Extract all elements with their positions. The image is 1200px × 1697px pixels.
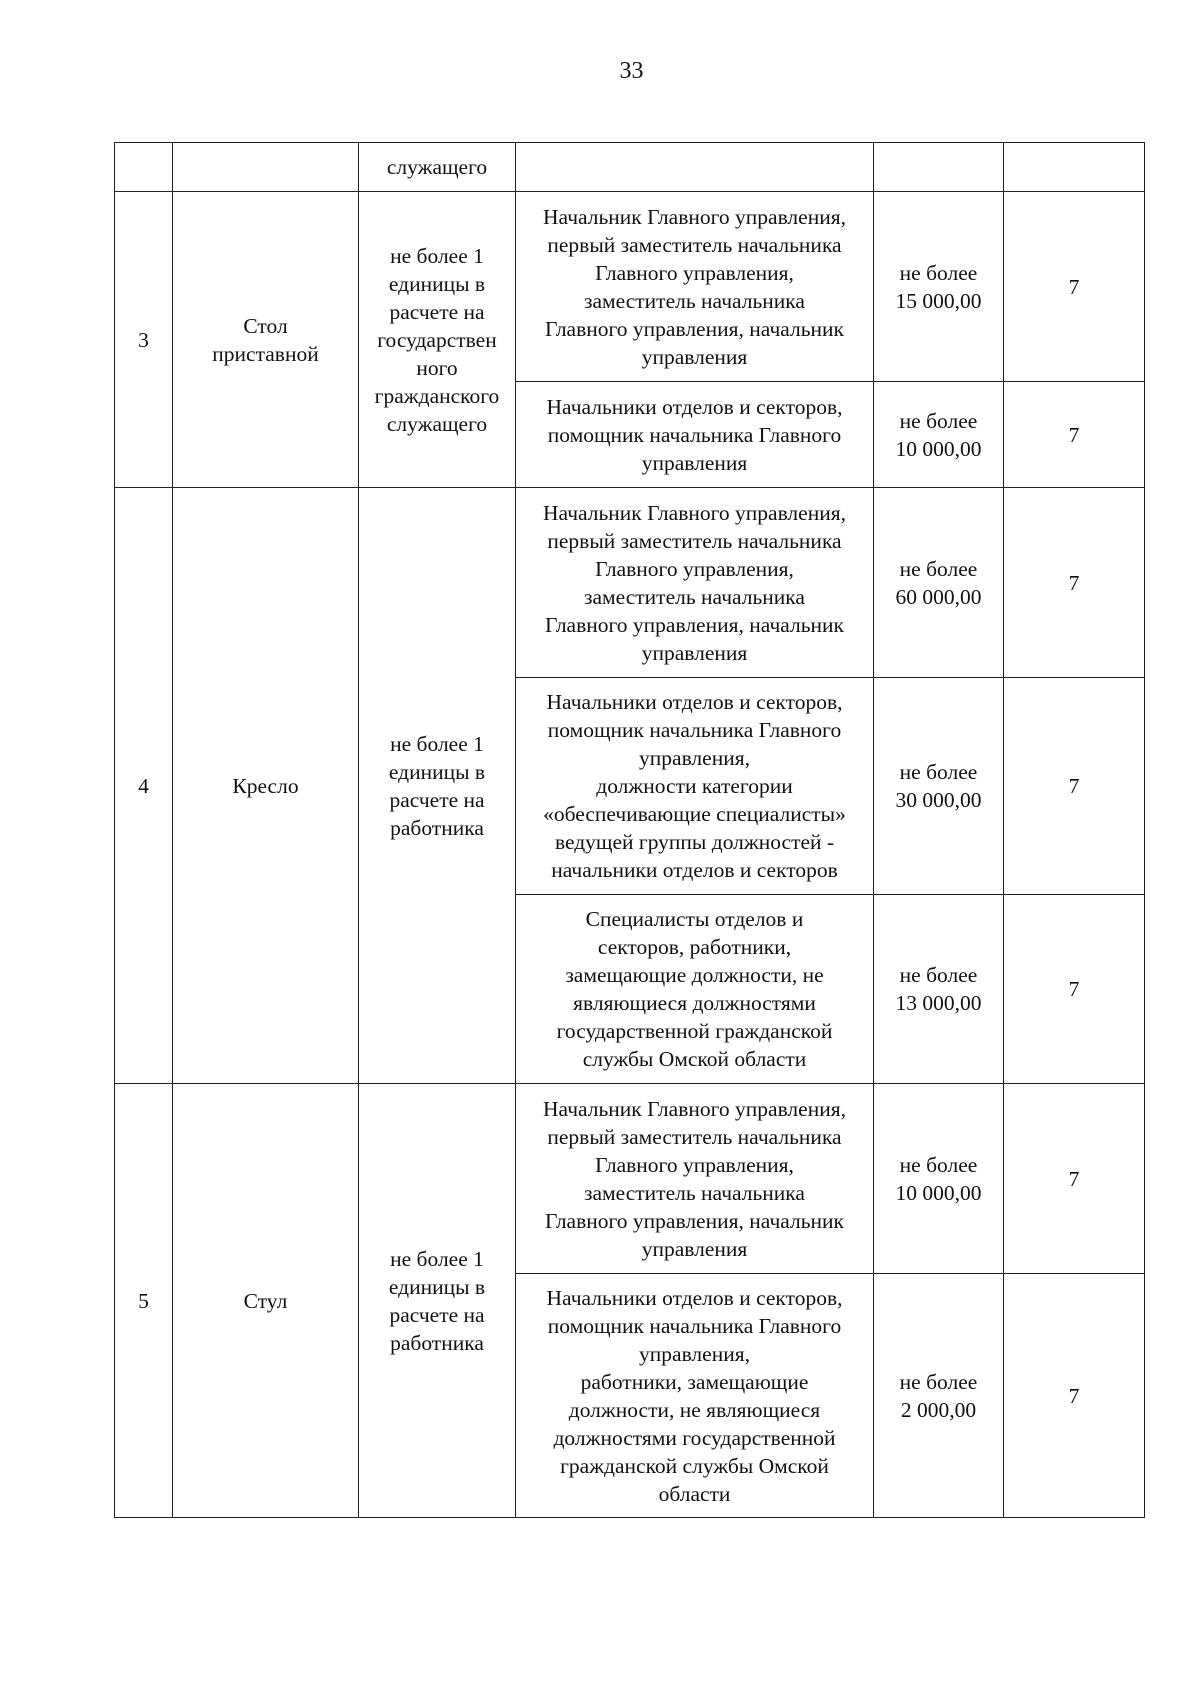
- cell-item: [173, 143, 359, 192]
- cell-item: Стол приставной: [173, 192, 359, 488]
- cell-price: не более 10 000,00: [874, 382, 1004, 488]
- cell-price: не более 60 000,00: [874, 488, 1004, 678]
- page-number: 33: [619, 58, 644, 84]
- cell-price: не более 10 000,00: [874, 1084, 1004, 1274]
- cell-positions: Начальники отделов и секторов, помощник начальника Главного управления, работники, замещающие должности, не являющиеся должностями государственной гражданской службы Омской области: [516, 1274, 874, 1518]
- cell-num: 4: [115, 488, 173, 1084]
- items-table: [114, 142, 1145, 1518]
- cell-term: 7: [1004, 488, 1145, 678]
- cell-qty: не более 1 единицы в расчете на работника: [359, 488, 516, 1084]
- cell-positions: Начальник Главного управления, первый заместитель начальника Главного управления, заместитель начальника Главного управления, начальник управления: [516, 488, 874, 678]
- cell-positions: [516, 143, 874, 192]
- cell-num: 5: [115, 1084, 173, 1518]
- cell-price: [874, 143, 1004, 192]
- cell-price: не более 30 000,00: [874, 678, 1004, 895]
- cell-qty: не более 1 единицы в расчете на работника: [359, 1084, 516, 1518]
- cell-term: 7: [1004, 678, 1145, 895]
- cell-term: 7: [1004, 192, 1145, 382]
- cell-positions: Специалисты отделов и секторов, работники, замещающие должности, не являющиеся должностями государственной гражданской службы Омской области: [516, 895, 874, 1084]
- cell-num: [115, 143, 173, 192]
- table-row: [115, 1084, 1145, 1274]
- cell-positions: Начальники отделов и секторов, помощник начальника Главного управления: [516, 382, 874, 488]
- cell-item: Стул: [173, 1084, 359, 1518]
- cell-term: 7: [1004, 1274, 1145, 1518]
- cell-num: 3: [115, 192, 173, 488]
- cell-term: 7: [1004, 895, 1145, 1084]
- cell-positions: Начальник Главного управления, первый заместитель начальника Главного управления, заместитель начальника Главного управления, начальник управления: [516, 1084, 874, 1274]
- cell-price: не более 13 000,00: [874, 895, 1004, 1084]
- cell-price: не более 2 000,00: [874, 1274, 1004, 1518]
- table-row: [115, 192, 1145, 382]
- cell-term: 7: [1004, 382, 1145, 488]
- cell-item: Кресло: [173, 488, 359, 1084]
- cell-positions: Начальники отделов и секторов, помощник начальника Главного управления, должности категории «обеспечивающие специалисты» ведущей группы должностей - начальники отделов и секторов: [516, 678, 874, 895]
- cell-qty: не более 1 единицы в расчете на государствен ного гражданского служащего: [359, 192, 516, 488]
- cell-term: [1004, 143, 1145, 192]
- cell-price: не более 15 000,00: [874, 192, 1004, 382]
- table-row: [115, 488, 1145, 678]
- cell-qty: служащего: [359, 143, 516, 192]
- cell-positions: Начальник Главного управления, первый заместитель начальника Главного управления, заместитель начальника Главного управления, начальник управления: [516, 192, 874, 382]
- table-row: [115, 143, 1145, 192]
- cell-term: 7: [1004, 1084, 1145, 1274]
